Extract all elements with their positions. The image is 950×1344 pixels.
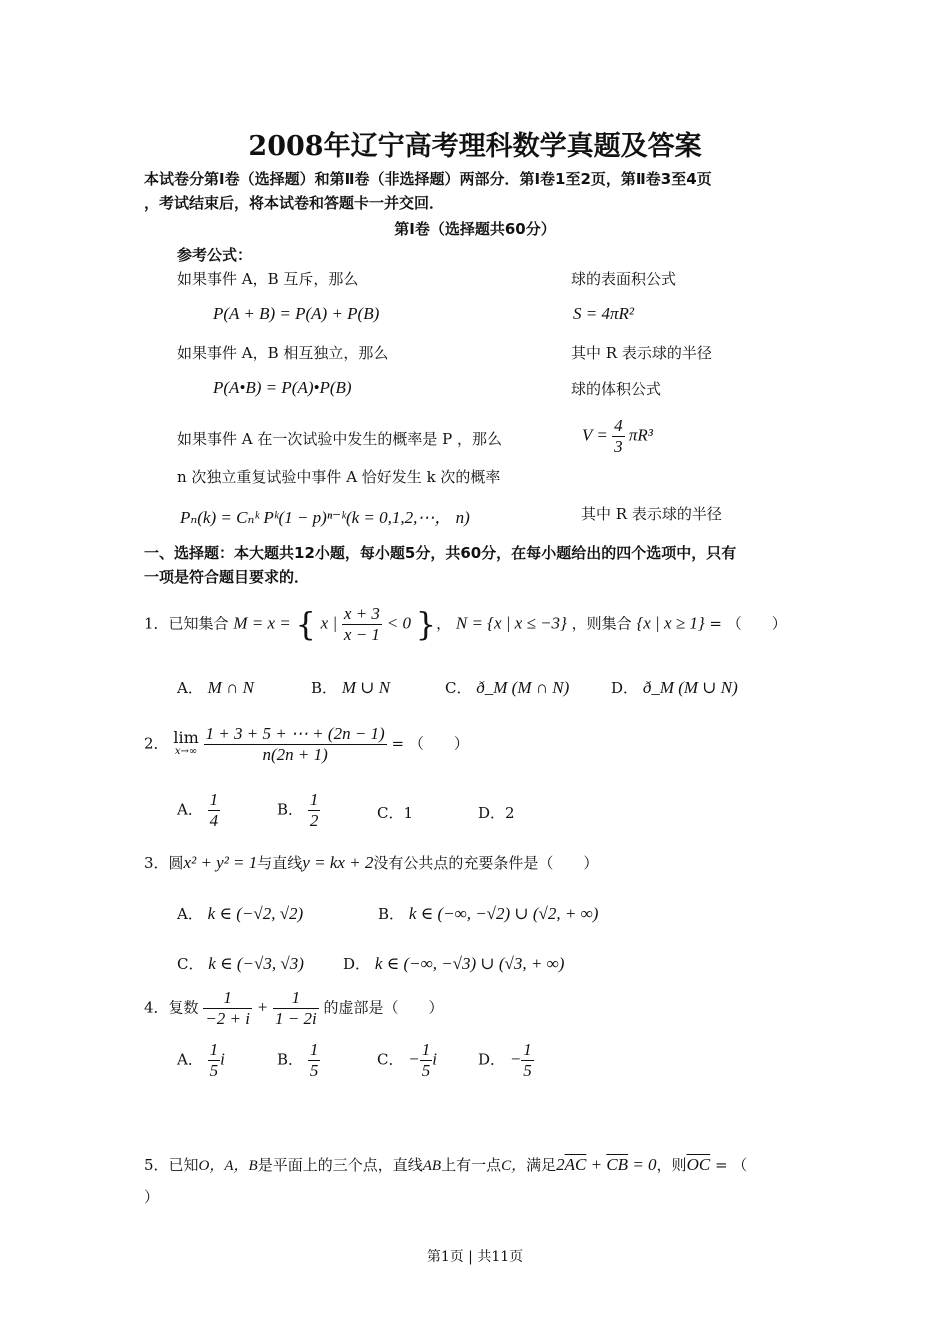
q1-option-b: B． M ∪ N (311, 678, 391, 697)
question-2: 2． lim x→∞ $\frac{1 + 3 + 5 + \cdots + (2n - 1)}{n(2n + 1)}$ = （ ） (144, 724, 469, 764)
formula-header: 参考公式： (177, 246, 253, 264)
q2-option-c: C．1 (377, 804, 414, 822)
question-4: 4．复数 $\frac{1}{-2 + i}$ + $\frac{1}{1 - 2i}$ 的虚部是（ ） (144, 988, 444, 1028)
volume-title: 第Ⅰ卷（选择题共60分） (394, 220, 556, 238)
formula-sphere-volume-text: 球的体积公式 (571, 380, 662, 398)
question-5-close: ） (144, 1188, 160, 1206)
page-footer: 第1页 | 共11页 (426, 1249, 524, 1265)
q4-option-c: C． − $\frac{1}{5}$ i (377, 1040, 437, 1080)
question-1: 1．已知集合 M = x = { x | $\frac{x + 3}{x - 1}$ < 0 }， N = {x | x ≤ −3} ，则集合 {x | x ≥ 1} = （ ） (144, 604, 787, 644)
q4-option-a: A． $\frac{1}{5}$ i (177, 1040, 225, 1080)
formula-exclusive-eq: P(A + B) = P(A) + P(B) (213, 304, 380, 323)
section-heading-line-2: 一项是符合题目要求的． (144, 568, 310, 586)
q4-option-d: D． − $\frac{1}{5}$ (478, 1040, 532, 1080)
formula-radius-note-2: 其中 R 表示球的半径 (581, 505, 722, 523)
question-3: 3．圆x² + y² = 1与直线y = kx + 2没有公共点的充要条件是（ ） (144, 853, 599, 872)
q3-option-a: A． k ∈ (−√2, √2) (177, 904, 304, 923)
q2-option-a: A． $\frac{1}{4}$ (177, 790, 219, 830)
q1-option-c: C． ð_M (M ∩ N) (445, 678, 570, 697)
intro-line-1: 本试卷分第Ⅰ卷（选择题）和第Ⅱ卷（非选择题）两部分．第Ⅰ卷1至2页，第Ⅱ卷3至4页 (144, 170, 712, 188)
q4-option-b: B． $\frac{1}{5}$ (277, 1040, 319, 1080)
section-heading-line-1: 一、选择题：本大题共12小题，每小题5分，共60分，在每小题给出的四个选项中，只有 (144, 544, 737, 562)
q2-option-d: D．2 (478, 804, 515, 822)
formula-probability-text: 如果事件 A 在一次试验中发生的概率是 P ，那么 (177, 430, 502, 448)
document-title: 2008年辽宁高考理科数学真题及答案 (248, 131, 702, 162)
q3-option-c: C． k ∈ (−√3, √3) (177, 954, 304, 973)
q2-option-b: B． $\frac{1}{2}$ (277, 790, 319, 830)
q1-option-d: D． ð_M (M ∪ N) (611, 678, 738, 697)
formula-binomial-eq: Pₙ(k) = Cₙᵏ Pᵏ(1 − p)ⁿ⁻ᵏ(k = 0,1,2,⋯， n) (180, 508, 470, 527)
formula-sphere-area-text: 球的表面积公式 (571, 270, 677, 288)
formula-radius-note-1: 其中 R 表示球的半径 (571, 344, 712, 362)
q1-option-a: A． M ∩ N (177, 678, 254, 697)
q3-option-d: D． k ∈ (−∞, −√3) ∪ (√3, + ∞) (343, 954, 565, 973)
question-5: 5．已知O，A，B是平面上的三个点，直线AB上有一点C，满足$2\overline{AC} + \overline{CB} = 0$，则$\overline{OC}$ = （ (144, 1155, 748, 1174)
formula-sphere-volume-eq: V = $\frac{4}{3}$ πR³ (582, 416, 653, 456)
formula-binomial-text: n 次独立重复试验中事件 A 恰好发生 k 次的概率 (177, 468, 501, 486)
q3-option-b: B． k ∈ (−∞, −√2) ∪ (√2, + ∞) (378, 904, 599, 923)
intro-line-2: ，考试结束后，将本试卷和答题卡一并交回． (144, 194, 445, 212)
formula-independent-text: 如果事件 A，B 相互独立，那么 (177, 344, 389, 362)
formula-sphere-area-eq: S = 4πR² (573, 304, 634, 323)
formula-independent-eq: P(A•B) = P(A)•P(B) (213, 378, 352, 397)
formula-exclusive-text: 如果事件 A，B 互斥，那么 (177, 270, 359, 288)
